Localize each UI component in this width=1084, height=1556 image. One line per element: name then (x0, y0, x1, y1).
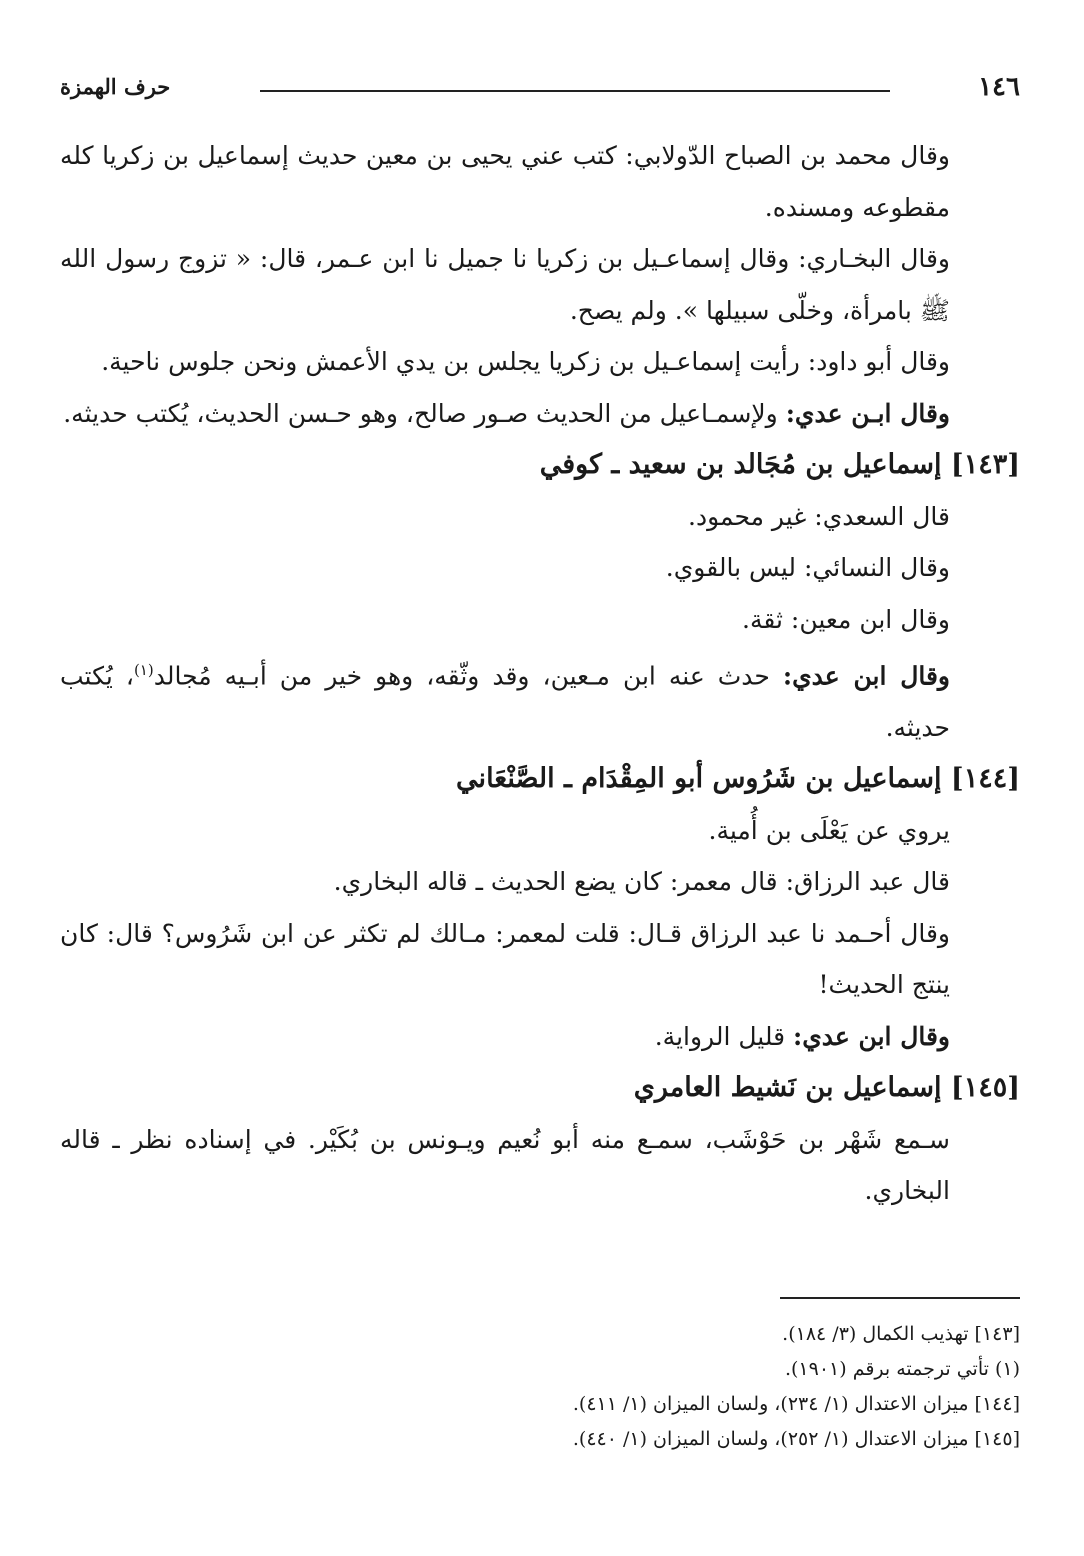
paragraph: وقال أبو داود: رأيت إسماعـيل بن زكريا يجلس بن يدي الأعمش ونحن جلوس ناحية. (101, 347, 950, 376)
entry-title-145: [١٤٥] إسماعيل بن نَشيط العامري (633, 1072, 1020, 1104)
entry-title-143: [١٤٣] إسماعيل بن مُجَالد بن سعيد ـ كوفي (539, 449, 1020, 480)
footnotes (60, 1297, 1020, 1457)
section-title: حرف الهمزة (60, 74, 171, 99)
main-text (60, 130, 1020, 1217)
header-rule (260, 90, 890, 92)
paragraph: قال السعدي: غير محمود. (688, 501, 950, 531)
paragraph: وقال محمد بن الصباح الدّولابي: كتب عني يحيى بن معين حديث إسماعيل بن زكريا كله مقطوعه ومسنده. (60, 141, 950, 222)
paragraph: قال عبد الرزاق: قال معمر: كان يضع الحديث ـ قاله البخاري. (333, 867, 950, 897)
footnote: [١٤٥] ميزان الاعتدال (١/ ٢٥٢)، ولسان الميزان (١/ ٤٤٠). (572, 1428, 1020, 1450)
paragraph (60, 388, 1020, 440)
paragraph: وقال النسائي: ليس بالقوي. (665, 553, 950, 582)
paragraph: وقال البخـاري: وقال إسماعـيل بن زكريا نا جميل نا ابن عـمر، قال: « تزوج رسول الله ﷺ بامرأة، وخلّى سبيلها ». ولم يصح. (60, 244, 950, 325)
paragraph: يروي عن يَعْلَى بن أُمية. (708, 815, 950, 845)
entry-title-144: [١٤٤] إسماعيل بن شَرُوس أبو المِقْدَام ـ الصَّنْعَاني (456, 763, 1020, 795)
footnote-rule (780, 1297, 1020, 1299)
speaker-lead: وقال ابـن عدي: (785, 398, 950, 428)
paragraph-text: قليل الرواية. (654, 1021, 794, 1051)
paragraph (60, 1011, 1020, 1063)
running-header (60, 70, 1020, 110)
paragraph: وقال أحـمد نا عبد الرزاق قـال: قلت لمعمر: مـالك لم تكثر عن ابن شَرُوس؟ قال: كان ينتج الحديث! (60, 918, 950, 1000)
paragraph: وقال ابن معين: ثقة. (742, 604, 950, 634)
speaker-lead: وقال ابن عدي: (782, 661, 950, 691)
footnote-marker: (١) (133, 661, 154, 679)
paragraph-text: ولإسمـاعيل من الحديث صـور صالح، وهو حـسن الحديث، يُكتب حديثه. (63, 398, 786, 428)
paragraph: سـمع شَهْر بن حَوْشَب، سمـع منه أبو نُعيم ويـونس بن بُكَيْر. في إسناده نظر ـ قاله البخاري. (60, 1124, 950, 1206)
paragraph-text: ، يُكتب حديثه. (60, 661, 950, 742)
footnote: (١) تأتي ترجمته برقم (١٩٠١). (784, 1358, 1020, 1380)
paragraph-text: حدث عنه ابن مـعين، وقد وثّقه، وهو خير من أبـيه مُجالد (153, 661, 783, 691)
footnote: [١٤٤] ميزان الاعتدال (١/ ٢٣٤)، ولسان الميزان (١/ ٤١١). (572, 1393, 1020, 1415)
speaker-lead: وقال ابن عدي: (793, 1021, 950, 1051)
page-number: ١٤٦ (978, 72, 1020, 102)
paragraph (60, 645, 1020, 753)
footnote: [١٤٣] تهذيب الكمال (٣/ ١٨٤). (782, 1323, 1020, 1345)
